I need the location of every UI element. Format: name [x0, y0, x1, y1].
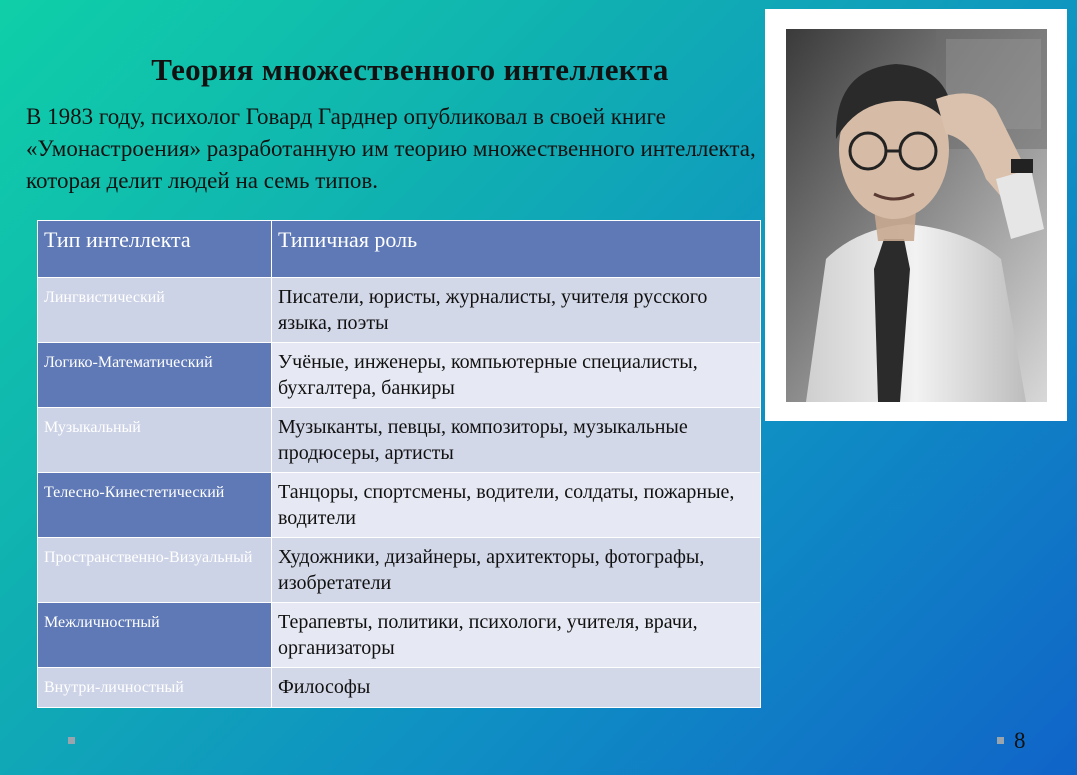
cell-role: Терапевты, политики, психологи, учителя, врачи, организаторы	[272, 603, 761, 668]
cell-role: Философы	[272, 668, 761, 708]
cell-type: Пространственно-Визуальный	[38, 538, 272, 603]
cell-role: Учёные, инженеры, компьютерные специалисты, бухгалтера, банкиры	[272, 343, 761, 408]
table-header-row	[38, 221, 761, 278]
left-bullet-icon	[68, 737, 75, 744]
page-number: 8	[1014, 728, 1026, 753]
table-row	[38, 538, 761, 603]
header-role: Типичная роль	[272, 221, 761, 278]
cell-type: Логико-Математический	[38, 343, 272, 408]
intelligence-table	[37, 220, 761, 708]
cell-role: Танцоры, спортсмены, водители, солдаты, пожарные, водители	[272, 473, 761, 538]
table-row	[38, 668, 761, 708]
slide-title: Теория множественного интеллекта	[151, 52, 669, 87]
cell-type: Телесно-Кинестетический	[38, 473, 272, 538]
intro-paragraph: В 1983 году, психолог Говард Гарднер опубликовал в своей книге «Умонастроения» разработанную им теорию множественного интеллекта, которая делит людей на семь типов.	[26, 104, 756, 193]
portrait-photo	[765, 9, 1067, 421]
right-bullet-icon	[997, 737, 1004, 744]
table-row	[38, 408, 761, 473]
portrait-image	[786, 29, 1047, 402]
cell-type: Межличностный	[38, 603, 272, 668]
header-type: Тип интеллекта	[38, 221, 272, 278]
table-row	[38, 278, 761, 343]
table-row	[38, 603, 761, 668]
cell-type: Музыкальный	[38, 408, 272, 473]
cell-role: Музыканты, певцы, композиторы, музыкальные продюсеры, артисты	[272, 408, 761, 473]
table-row	[38, 343, 761, 408]
cell-role: Писатели, юристы, журналисты, учителя русского языка, поэты	[272, 278, 761, 343]
cell-role: Художники, дизайнеры, архитекторы, фотографы, изобретатели	[272, 538, 761, 603]
cell-type: Лингвистический	[38, 278, 272, 343]
table-row	[38, 473, 761, 538]
cell-type: Внутри-личностный	[38, 668, 272, 708]
